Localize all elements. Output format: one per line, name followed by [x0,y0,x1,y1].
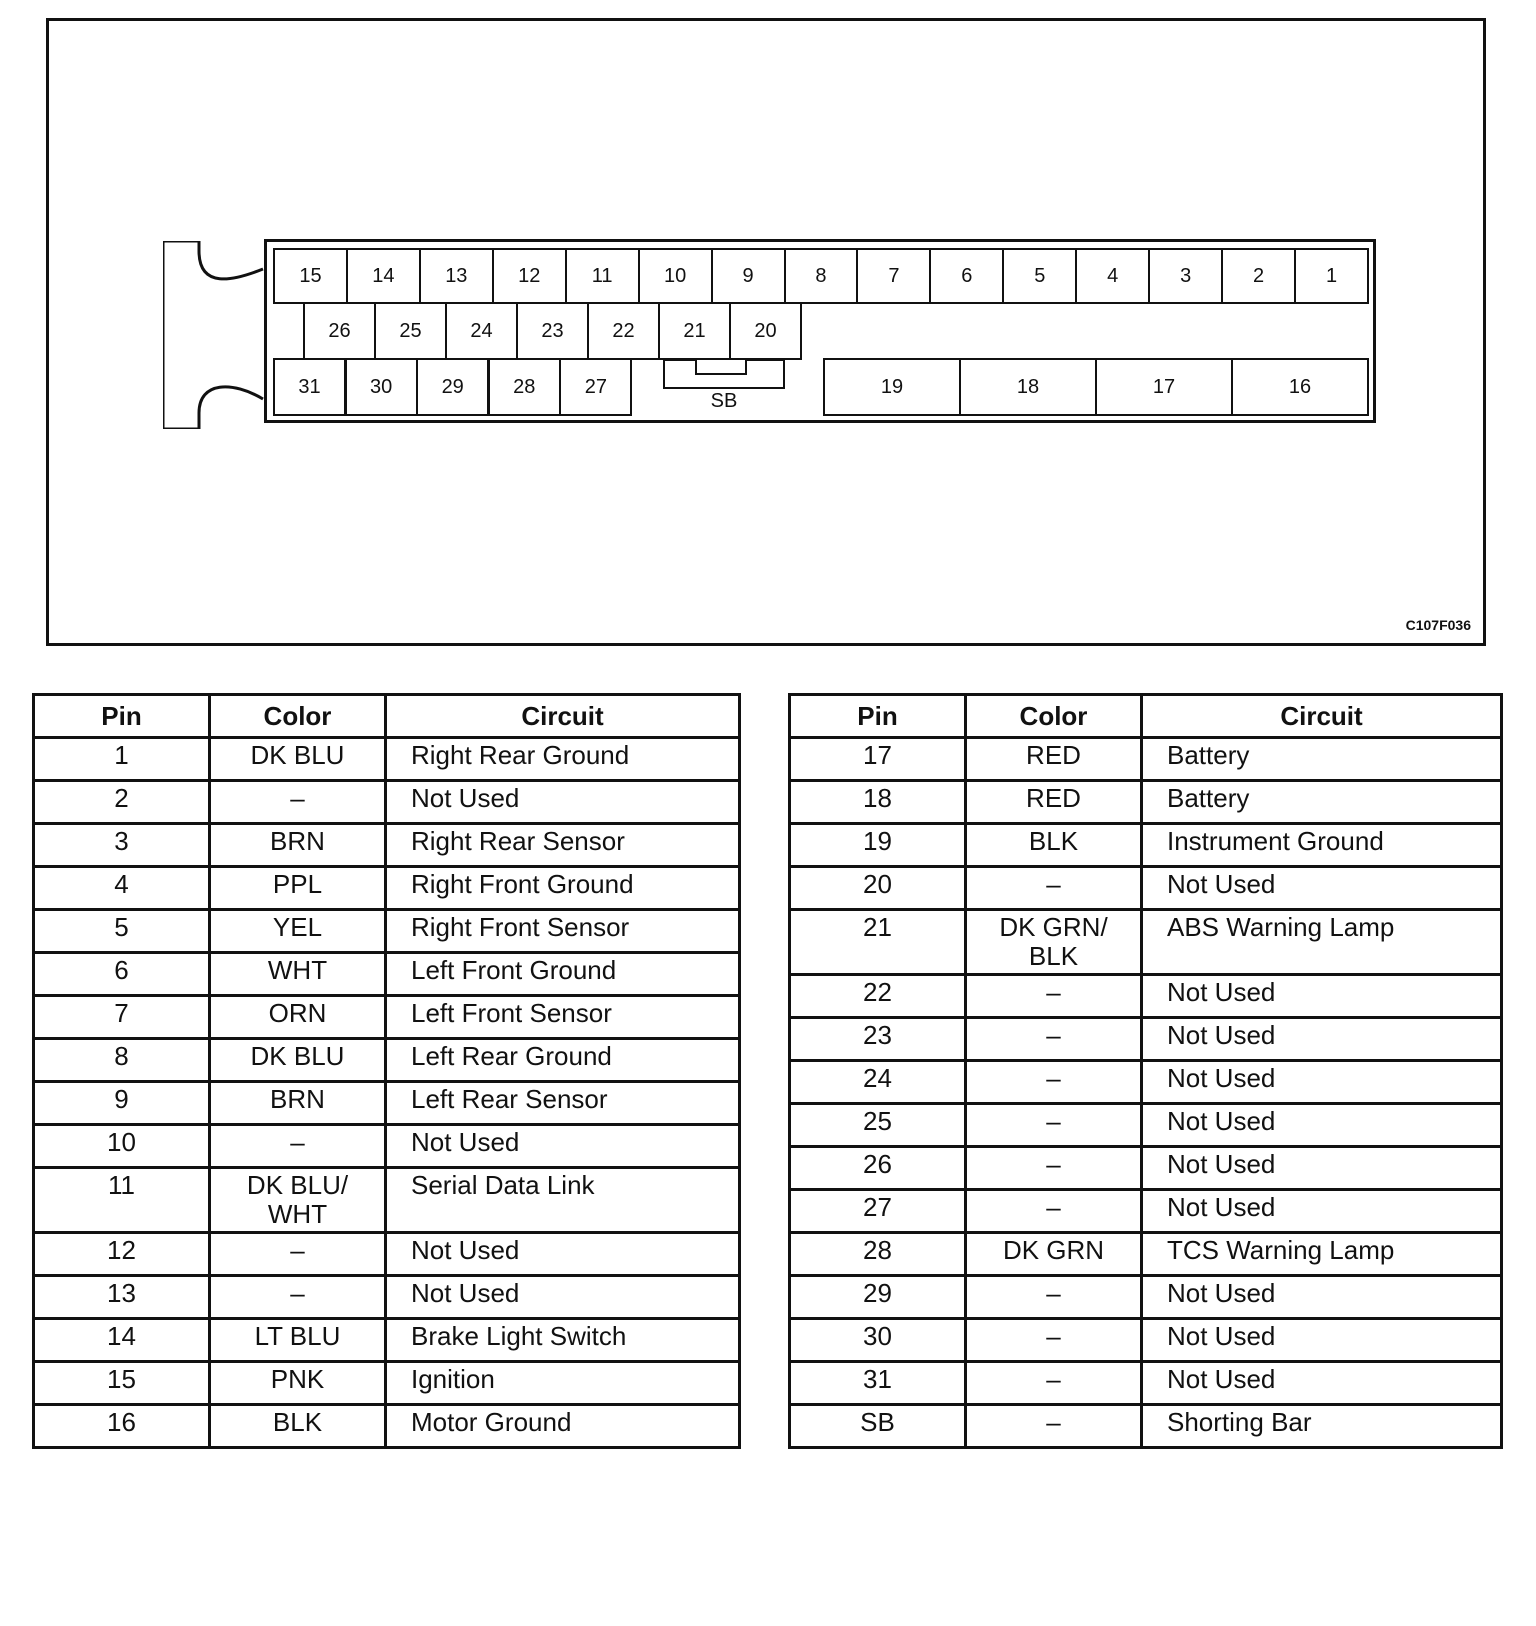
circuit-cell: Left Front Sensor [386,996,740,1039]
table-row [34,1125,740,1168]
color-cell: – [966,1104,1142,1147]
cavity-1: 1 [1294,248,1369,304]
cavity-10: 10 [638,248,713,304]
table-row [34,1319,740,1362]
pin-cell: 2 [34,781,210,824]
circuit-cell: ABS Warning Lamp [1142,910,1502,975]
table-row [34,953,740,996]
figure-id: C107F036 [1405,617,1471,633]
cavity-29: 29 [416,358,489,416]
pin-cell: 6 [34,953,210,996]
table-row [790,975,1502,1018]
circuit-cell: Not Used [1142,1104,1502,1147]
connector-latch-icon [163,241,265,429]
circuit-cell: Left Rear Sensor [386,1082,740,1125]
circuit-cell: Battery [1142,738,1502,781]
pin-cell: 9 [34,1082,210,1125]
header-circuit: Circuit [386,695,740,738]
pin-cell: 20 [790,867,966,910]
color-cell: – [966,1190,1142,1233]
table-row [790,910,1502,975]
color-cell: BLK [966,824,1142,867]
pin-cell: 14 [34,1319,210,1362]
circuit-cell: Left Rear Ground [386,1039,740,1082]
pin-cell: 27 [790,1190,966,1233]
circuit-cell: Not Used [386,1276,740,1319]
table-row [790,1319,1502,1362]
circuit-cell: Right Rear Sensor [386,824,740,867]
color-cell: PPL [210,867,386,910]
cavity-4: 4 [1075,248,1150,304]
pin-cell: 1 [34,738,210,781]
circuit-cell: Motor Ground [386,1405,740,1448]
cavity-20: 20 [729,302,802,360]
circuit-cell: Right Rear Ground [386,738,740,781]
color-cell: DK BLU/ WHT [210,1168,386,1233]
color-cell: – [966,867,1142,910]
shorting-bar-label: SB [710,390,738,412]
cavity-24: 24 [445,302,518,360]
color-cell: LT BLU [210,1319,386,1362]
pin-cell: 22 [790,975,966,1018]
circuit-cell: Ignition [386,1362,740,1405]
color-cell: – [966,1147,1142,1190]
color-cell: – [210,1276,386,1319]
connector-diagram [46,18,1486,646]
cavity-7: 7 [856,248,931,304]
cavity-13: 13 [419,248,494,304]
color-cell: WHT [210,953,386,996]
cavity-5: 5 [1002,248,1077,304]
circuit-cell: Brake Light Switch [386,1319,740,1362]
circuit-cell: Left Front Ground [386,953,740,996]
table-row [790,1276,1502,1319]
circuit-cell: Not Used [386,781,740,824]
color-cell: – [966,1276,1142,1319]
color-cell: – [966,1319,1142,1362]
color-cell: DK BLU [210,738,386,781]
color-cell: – [966,1061,1142,1104]
connector-face [264,239,1376,423]
table-row [790,867,1502,910]
cavity-25: 25 [374,302,447,360]
cavity-9: 9 [711,248,786,304]
color-cell: PNK [210,1362,386,1405]
table-row [790,1061,1502,1104]
table-row [790,1233,1502,1276]
cavity-26: 26 [303,302,376,360]
pin-table-right [788,693,1503,1449]
table-row [34,738,740,781]
pin-cell: 25 [790,1104,966,1147]
table-row [34,1276,740,1319]
cavity-27: 27 [559,358,632,416]
table-row [34,1082,740,1125]
pin-cell: 29 [790,1276,966,1319]
table-row [790,1405,1502,1448]
color-cell: – [210,781,386,824]
color-cell: – [966,975,1142,1018]
pin-cell: 16 [34,1405,210,1448]
table-row [34,781,740,824]
color-cell: RED [966,738,1142,781]
color-cell: DK BLU [210,1039,386,1082]
pin-cell: 8 [34,1039,210,1082]
circuit-cell: Shorting Bar [1142,1405,1502,1448]
pin-cell: 13 [34,1276,210,1319]
circuit-cell: Not Used [386,1125,740,1168]
pin-cell: 5 [34,910,210,953]
circuit-cell: TCS Warning Lamp [1142,1233,1502,1276]
circuit-cell: Not Used [1142,1061,1502,1104]
pin-cell: 7 [34,996,210,1039]
color-cell: DK GRN [966,1233,1142,1276]
table-row [790,1147,1502,1190]
color-cell: – [966,1405,1142,1448]
table-row [34,1233,740,1276]
color-cell: YEL [210,910,386,953]
header-pin: Pin [34,695,210,738]
color-cell: – [210,1125,386,1168]
header-color: Color [966,695,1142,738]
color-cell: – [966,1362,1142,1405]
cavity-14: 14 [346,248,421,304]
cavity-31: 31 [273,358,346,416]
table-row [34,824,740,867]
circuit-cell: Not Used [1142,1018,1502,1061]
pin-cell: 28 [790,1233,966,1276]
table-row [790,1104,1502,1147]
color-cell: BRN [210,824,386,867]
circuit-cell: Not Used [1142,1362,1502,1405]
pin-cell: 17 [790,738,966,781]
table-row [34,1168,740,1233]
table-row [790,781,1502,824]
cavity-3: 3 [1148,248,1223,304]
circuit-cell: Right Front Sensor [386,910,740,953]
pin-cell: 31 [790,1362,966,1405]
pin-cell: 11 [34,1168,210,1233]
pin-cell: 26 [790,1147,966,1190]
circuit-cell: Serial Data Link [386,1168,740,1233]
table-row [34,1362,740,1405]
cavity-28: 28 [488,358,561,416]
table-row [790,1190,1502,1233]
table-row [34,910,740,953]
header-circuit: Circuit [1142,695,1502,738]
pin-table-left [32,693,741,1449]
pin-cell: 19 [790,824,966,867]
pin-cell: 4 [34,867,210,910]
cavity-18: 18 [959,358,1097,416]
cavity-30: 30 [345,358,418,416]
color-cell: BLK [210,1405,386,1448]
circuit-cell: Not Used [1142,1147,1502,1190]
cavity-15: 15 [273,248,348,304]
shorting-bar-icon [662,358,786,390]
cavity-21: 21 [658,302,731,360]
color-cell: – [210,1233,386,1276]
table-row [34,1039,740,1082]
pin-cell: 10 [34,1125,210,1168]
pin-cell: 3 [34,824,210,867]
table-row [34,867,740,910]
cavity-23: 23 [516,302,589,360]
cavity-6: 6 [929,248,1004,304]
pin-cell: 21 [790,910,966,975]
circuit-cell: Not Used [1142,1190,1502,1233]
table-row [34,1405,740,1448]
circuit-cell: Not Used [1142,867,1502,910]
table-row [790,824,1502,867]
cavity-16: 16 [1231,358,1369,416]
table-row [790,1362,1502,1405]
circuit-cell: Battery [1142,781,1502,824]
color-cell: DK GRN/ BLK [966,910,1142,975]
cavity-22: 22 [587,302,660,360]
cavity-19: 19 [823,358,961,416]
table-row [790,1018,1502,1061]
table-row [790,738,1502,781]
color-cell: BRN [210,1082,386,1125]
color-cell: RED [966,781,1142,824]
pin-cell: 12 [34,1233,210,1276]
circuit-cell: Not Used [1142,975,1502,1018]
cavity-8: 8 [784,248,859,304]
header-color: Color [210,695,386,738]
pin-cell: 18 [790,781,966,824]
cavity-17: 17 [1095,358,1233,416]
pin-cell: 23 [790,1018,966,1061]
circuit-cell: Right Front Ground [386,867,740,910]
cavity-11: 11 [565,248,640,304]
pin-cell: 15 [34,1362,210,1405]
table-row [34,996,740,1039]
pin-cell: 24 [790,1061,966,1104]
pin-cell: 30 [790,1319,966,1362]
circuit-cell: Not Used [386,1233,740,1276]
header-pin: Pin [790,695,966,738]
color-cell: – [966,1018,1142,1061]
cavity-12: 12 [492,248,567,304]
circuit-cell: Not Used [1142,1319,1502,1362]
circuit-cell: Instrument Ground [1142,824,1502,867]
circuit-cell: Not Used [1142,1276,1502,1319]
color-cell: ORN [210,996,386,1039]
pin-cell: SB [790,1405,966,1448]
cavity-2: 2 [1221,248,1296,304]
